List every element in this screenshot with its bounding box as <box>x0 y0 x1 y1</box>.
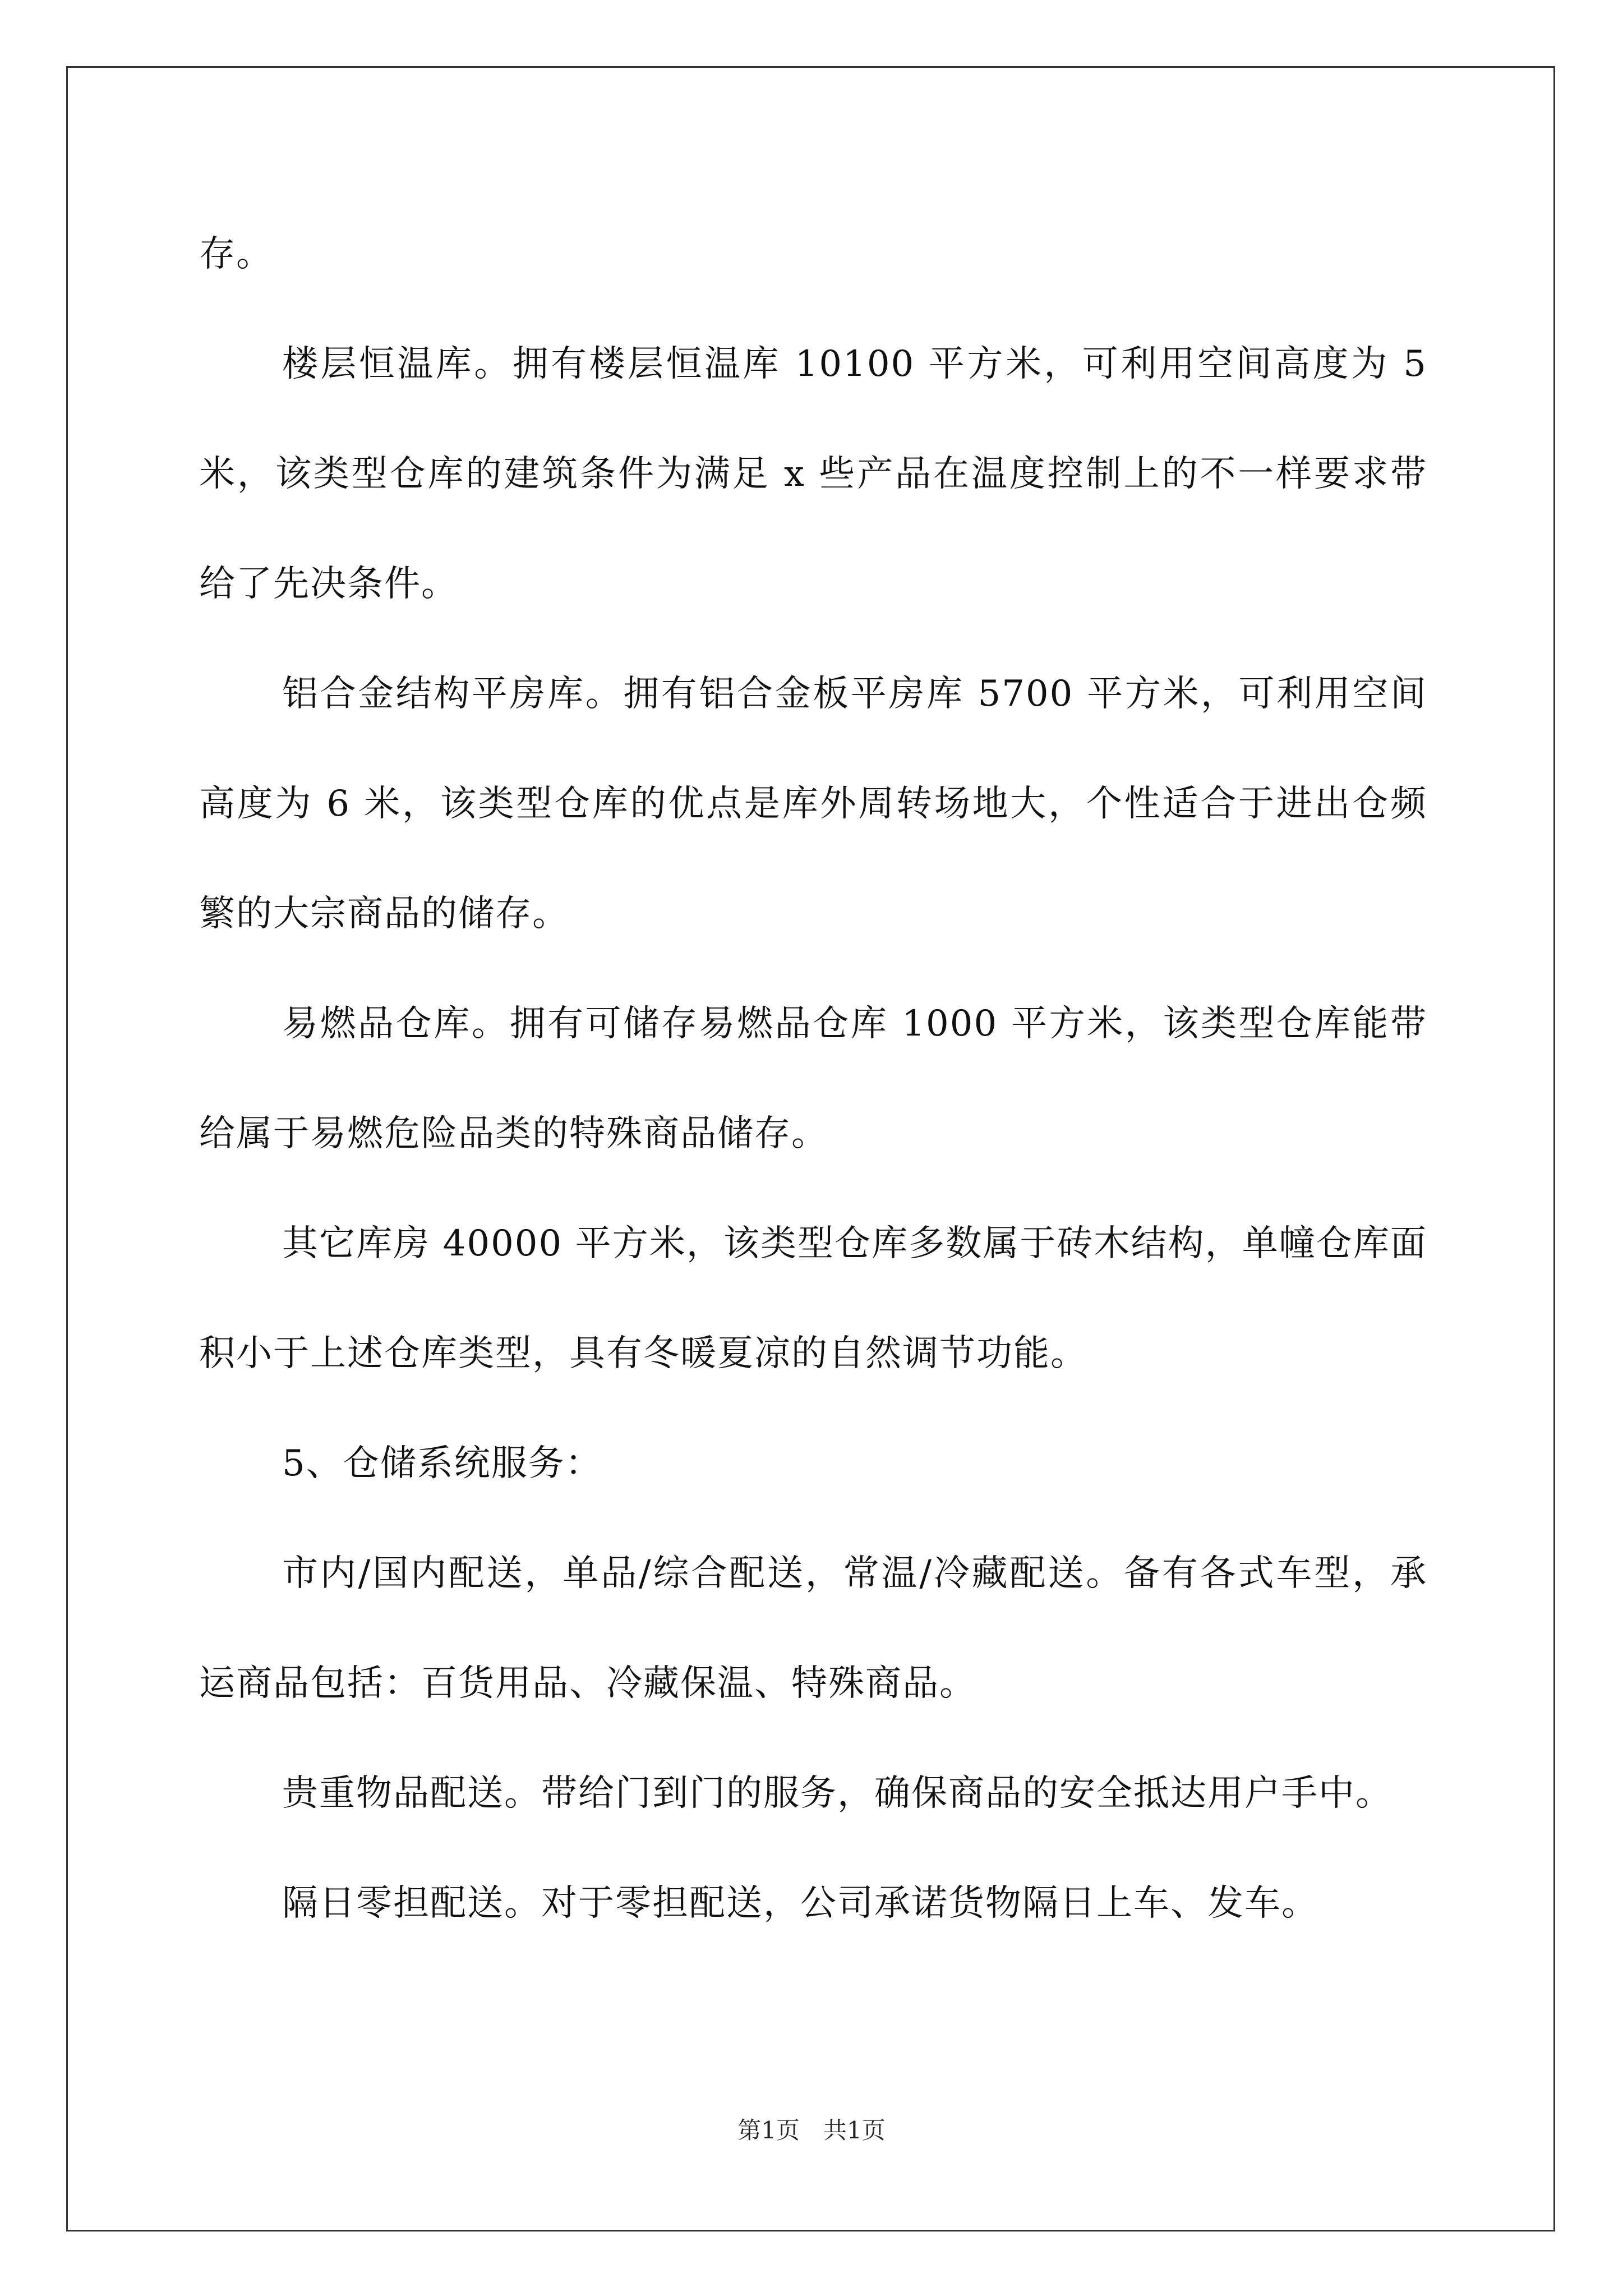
paragraph-valuables-delivery: 贵重物品配送。带给门到门的服务，确保商品的安全抵达用户手中。 <box>282 1773 1393 1814</box>
section-heading-storage-services: 5、仓储系统服务： <box>282 1443 602 1484</box>
paragraph-ltl-delivery: 隔日零担配送。对于零担配送，公司承诺货物隔日上车、发车。 <box>282 1883 1318 1924</box>
paragraph-delivery-types: 市内/国内配送，单品/综合配送，常温/冷藏配送。备有各式车型，承运商品包括：百货用品、冷藏保温、特殊商品。 <box>199 1553 1427 1704</box>
paragraph-other-warehouses: 其它库房 40000 平方米，该类型仓库多数属于砖木结构，单幢仓库面积小于上述仓库类型，具有冬暖夏凉的自然调节功能。 <box>199 1223 1427 1374</box>
paragraph-flammable-warehouse: 易燃品仓库。拥有可储存易燃品仓库 1000 平方米，该类型仓库能带给属于易燃危险品类的特殊商品储存。 <box>199 1003 1427 1154</box>
paragraph-constant-temp-warehouse: 楼层恒温库。拥有楼层恒温库 10100 平方米，可利用空间高度为 5 米，该类型仓库的建筑条件为满足 x 些产品在温度控制上的不一样要求带给了先决条件。 <box>199 343 1427 605</box>
page-footer: 第1页 共1页 <box>737 2116 886 2144</box>
document-body <box>199 199 1427 1958</box>
paragraph-aluminum-warehouse: 铝合金结构平房库。拥有铝合金板平房库 5700 平方米，可利用空间高度为 6 米，该类型仓库的优点是库外周转场地大，个性适合于进出仓频繁的大宗商品的储存。 <box>199 673 1427 935</box>
paragraph-continuation: 存。 <box>199 233 273 275</box>
